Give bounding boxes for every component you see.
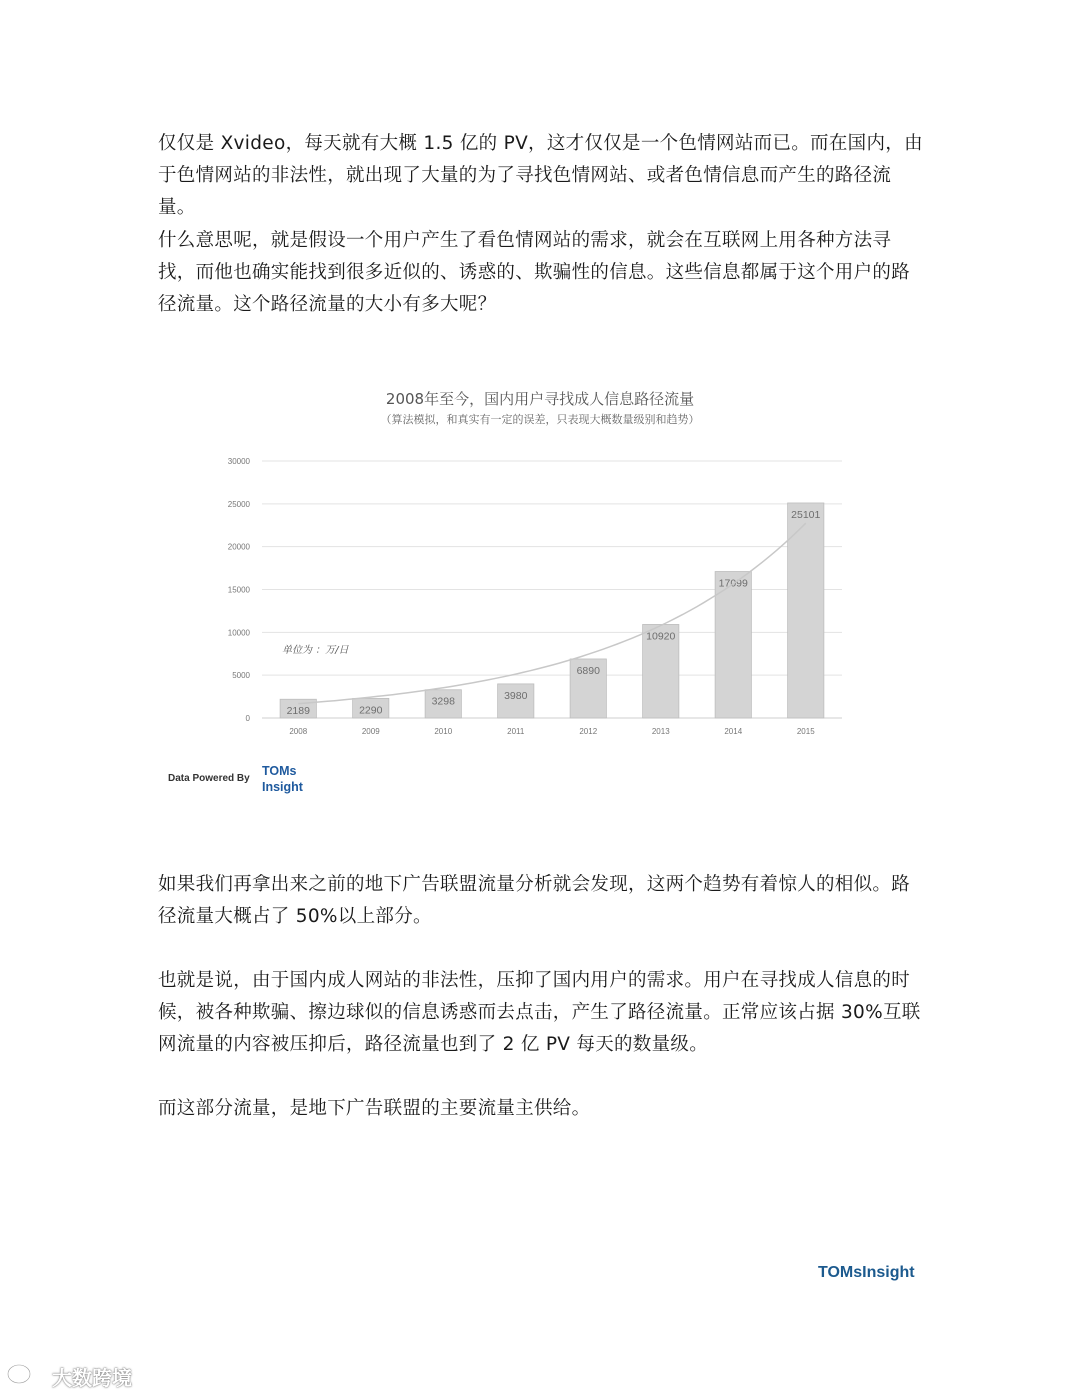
bar-chart-svg [160, 378, 880, 758]
x-tick-label: 2009 [361, 727, 380, 736]
x-tick-label: 2010 [434, 727, 453, 736]
credit-logo-line2: Insight [262, 780, 303, 794]
y-tick-label: 30000 [227, 457, 250, 466]
y-tick-label: 10000 [227, 628, 250, 638]
y-tick-label: 20000 [227, 542, 250, 552]
data-label: 6890 [576, 664, 600, 677]
traffic-chart [160, 378, 880, 758]
paragraph-1: 仅仅是 Xvideo，每天就有大概 1.5 亿的 PV，这才仅仅是一个色情网站而已。而在国内，由于色情网站的非法性，就出现了大量的为了寻找色情网站、或者色情信息而产生的路径流量。 [158, 133, 923, 218]
credit-logo-line1: TOMs [262, 764, 297, 778]
x-tick-label: 2015 [796, 727, 815, 736]
data-label: 2189 [286, 705, 310, 718]
data-label: 10920 [646, 630, 676, 643]
paragraph-4: 也就是说，由于国内成人网站的非法性，压抑了国内用户的需求。用户在寻找成人信息的时候，被各种欺骗、擦边球似的信息诱惑而去点击，产生了路径流量。正常应该占据 30%互联网流量的内容被压抑后，路径流量也到了 2 亿 PV 每天的数量级。 [158, 970, 921, 1055]
data-label: 3298 [431, 695, 455, 708]
x-tick-label: 2012 [579, 727, 598, 736]
credit-logo [262, 763, 322, 795]
bar [715, 572, 751, 718]
x-tick-label: 2011 [507, 727, 525, 736]
paragraph-2: 什么意思呢，就是假设一个用户产生了看色情网站的需求，就会在互联网上用各种方法寻找，而他也确实能找到很多近似的、诱惑的、欺骗性的信息。这些信息都属于这个用户的路径流量。这个路径流量的大小有多大呢？ [158, 230, 911, 315]
footer-logo: TOMsInsight [818, 1264, 915, 1281]
y-tick-label: 5000 [232, 671, 250, 681]
data-label: 17099 [718, 577, 748, 590]
watermark-text: 大数跨境 [52, 1366, 132, 1390]
data-label: 2290 [359, 704, 383, 717]
chart-subtitle: （算法模拟，和真实有一定的误差，只表现大概数量级别和趋势） [380, 413, 700, 426]
data-label: 25101 [791, 508, 821, 521]
paragraph-5: 而这部分流量，是地下广告联盟的主要流量主供给。 [158, 1098, 591, 1119]
y-tick-label: 0 [245, 714, 250, 723]
y-tick-label: 15000 [227, 585, 250, 595]
x-tick-label: 2014 [724, 727, 743, 736]
credit-prefix: Data Powered By [168, 773, 250, 784]
chart-title: 2008年至今，国内用户寻找成人信息路径流量 [385, 390, 695, 408]
chat-bubbles-icon [6, 1362, 46, 1388]
unit-note: 单位为 ：万/日 [282, 645, 349, 656]
x-tick-label: 2008 [289, 727, 308, 736]
paragraph-3: 如果我们再拿出来之前的地下广告联盟流量分析就会发现，这两个趋势有着惊人的相似。路径流量大概占了 50%以上部分。 [158, 874, 911, 927]
data-label: 3980 [504, 689, 528, 702]
x-tick-label: 2013 [651, 727, 670, 736]
y-tick-label: 25000 [227, 499, 250, 509]
